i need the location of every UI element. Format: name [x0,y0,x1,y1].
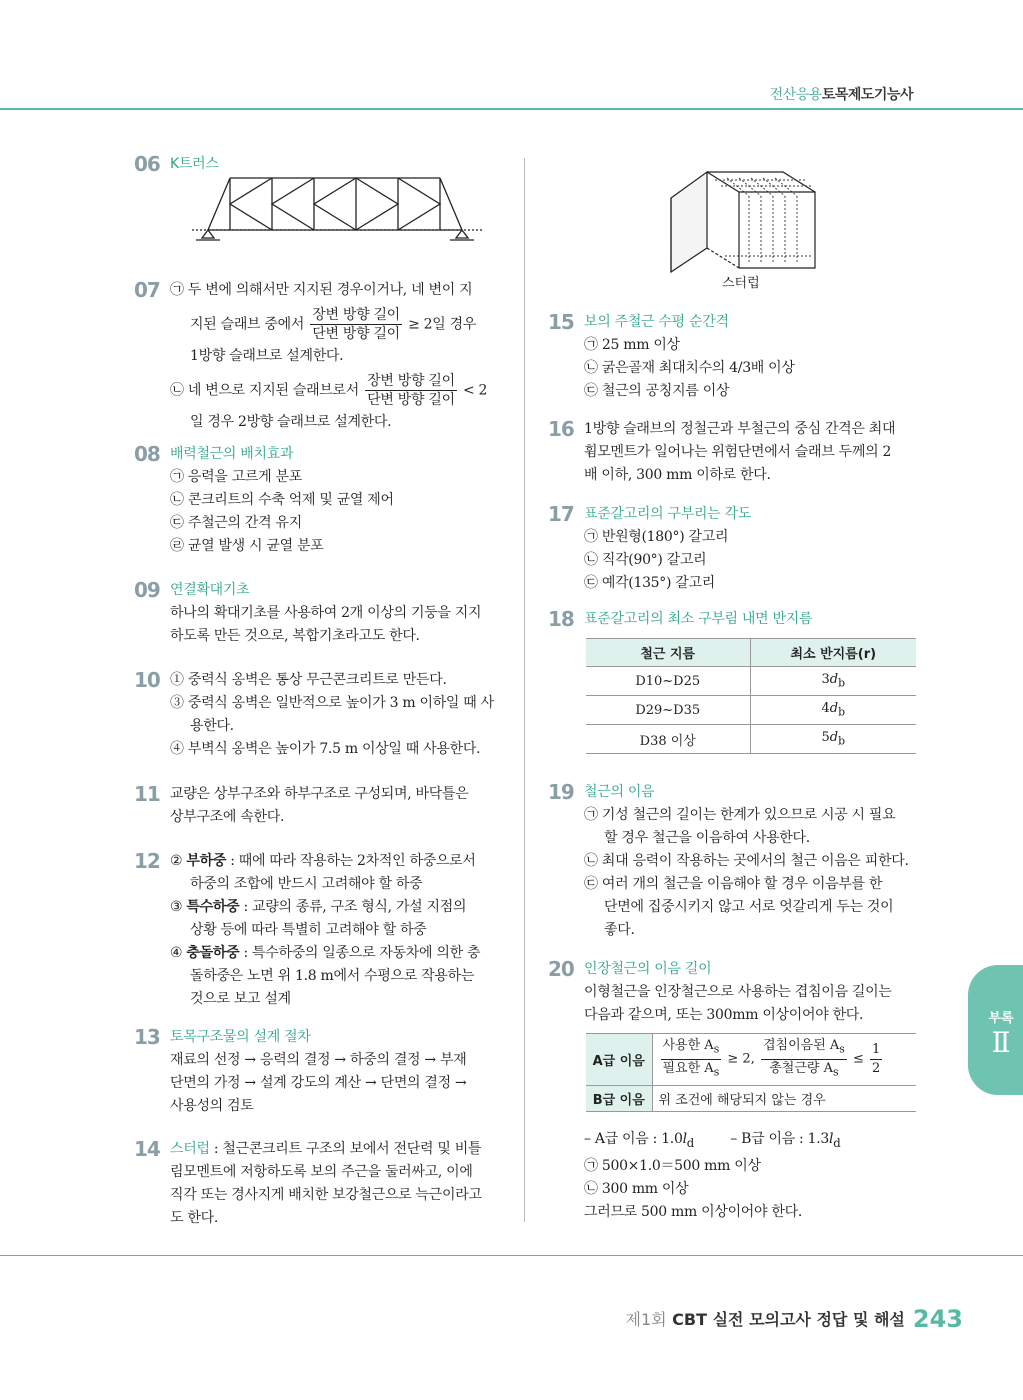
text-line: ㉢ 여러 개의 철근을 이음해야 할 경우 이음부를 한 [584,876,883,892]
text-span: – A급 이음 : 1.0 [584,1131,683,1147]
footer-prefix: 제1회 [625,1310,667,1329]
list-item: ㉢ 예각(135°) 갈고리 [584,575,715,591]
frac-denominator [661,1060,722,1082]
fraction-half [870,1041,882,1078]
question-number: 11 [134,782,160,806]
question-title: 표준갈고리의 구부리는 각도 [584,506,751,522]
question-title: 인장철근의 이음 길이 [584,961,712,977]
question-number: 16 [548,417,574,441]
class-a-condition [652,1034,916,1086]
text-line: 다음과 같으며, 또는 300mm 이상이어야 한다. [584,1007,864,1023]
frac-numerator: 장변 방향 길이 [367,373,455,389]
text-line: 1방향 슬래브로 설계한다. [190,348,344,364]
tab-label: 부록 [988,1011,1014,1026]
text-span: 필요한 A [662,1061,714,1076]
question-11 [134,783,514,829]
page-number: 243 [912,1305,963,1333]
question-08 [134,443,514,558]
text-span: ④ [170,945,187,961]
text-span: : 특수하중의 일종으로 자동차에 의한 충 [239,945,481,961]
q20-results [584,1128,944,1224]
subscript: b [838,676,846,690]
text-span: ≤ [853,1052,864,1067]
question-title: 철근의 이음 [584,784,655,800]
frac-denominator: 2 [872,1061,881,1076]
footer-rule [0,1255,1023,1256]
coef: 3 [821,672,830,688]
question-17 [548,503,928,595]
text-line: 림모멘트에 저항하도록 보의 주근을 둘러싸고, 이에 [170,1164,473,1180]
stirrup-label: 스터럽 [722,276,760,291]
appendix-tab[interactable] [968,965,1023,1095]
list-item: ㉠ 반원형(180°) 갈고리 [584,529,729,545]
text-line: 재료의 선정 → 응력의 결정 → 하중의 결정 → 부재 [170,1052,467,1068]
slab-ratio-fraction [365,372,457,409]
subscript: s [833,1065,839,1079]
text-line: 하나의 확대기초를 사용하여 2개 이상의 기둥을 지지 [170,605,482,621]
question-20 [548,958,928,1027]
table-cell [750,725,916,754]
question-number: 19 [548,780,574,804]
table-cell: D29~D35 [586,696,750,725]
text-line: 배 이하, 300 mm 이하로 한다. [584,467,771,483]
text-line: ㉡ 최대 응력이 작용하는 곳에서의 철근 이음은 피한다. [584,853,909,869]
term: 특수하중 [186,899,240,915]
frac-numerator [761,1037,847,1060]
subscript: s [713,1065,720,1079]
fraction-spliced-total [761,1037,847,1081]
question-title: 배력철근의 배치효과 [170,446,294,462]
table-cell: D10~D25 [586,667,750,696]
text-line: 직각 또는 경사지게 배치한 보강철근으로 늑근이라고 [170,1187,482,1203]
symbol: d [829,730,839,746]
subscript: b [838,734,846,748]
text-line: 용한다. [190,718,234,734]
running-footer [626,1305,964,1333]
question-number: 13 [134,1025,160,1049]
symbol: d [829,672,839,688]
question-number: 07 [134,278,160,302]
column-header: 철근 지름 [586,639,750,667]
list-item: ㉢ 철근의 공칭지름 이상 [584,383,730,399]
fraction-used-required [661,1037,722,1081]
list-item: ㉢ 주철근의 간격 유지 [170,515,302,531]
k-truss-diagram [190,172,485,248]
question-number: 20 [548,957,574,981]
question-title: 보의 주철근 수평 순간격 [584,314,729,330]
header-rule [0,108,1023,110]
text-line: 이형철근을 인장철근으로 사용하는 겹침이음 길이는 [584,984,892,1000]
text-line: ㉠ 기성 철근의 길이는 한계가 있으므로 시공 시 필요 [584,807,896,823]
text-line: 그러므로 500 mm 이상이어야 한다. [584,1203,802,1220]
text-span: : 때에 따라 작용하는 2차적인 하중으로서 [226,853,476,869]
text-line: 일 경우 2방향 슬래브로 설계한다. [190,414,392,430]
footer-title: CBT 실전 모의고사 정답 및 해설 [666,1310,905,1329]
question-number: 10 [134,668,160,692]
term: 부하중 [186,853,227,869]
text-span: 사용한 A [662,1038,714,1054]
splice-length-table [586,1033,916,1112]
text-span: < 2 [462,382,488,399]
subscript: d [686,1135,694,1150]
text-line: 휨모멘트가 일어나는 위험단면에서 슬래브 두께의 2 [584,444,892,460]
table-row [586,725,916,754]
list-item: ㉠ 응력을 고르게 분포 [170,469,302,485]
question-10 [134,669,514,761]
text-span: ㉡ 네 변으로 지지된 슬래브로서 [170,382,359,399]
text-line: 교량은 상부구조와 하부구조로 구성되며, 바닥틀은 [170,786,469,802]
table-cell: D38 이상 [586,725,750,754]
text-span: ≥ 2, [727,1052,755,1067]
coef: 5 [821,730,830,746]
subscript: b [838,705,846,719]
frac-numerator: 1 [870,1041,882,1060]
class-b-label: B급 이음 [586,1086,652,1112]
table-row [586,1034,916,1086]
frac-denominator [761,1060,847,1082]
bend-radius-table [586,638,916,754]
text-span: ② [170,853,187,869]
question-number: 18 [548,607,574,631]
question-15 [548,311,928,403]
text-line: 하도록 만든 것으로, 복합기초라고도 한다. [170,628,420,644]
subscript: s [713,1043,720,1056]
header-prefix: 전산응용 [769,87,822,103]
slab-ratio-fraction [310,306,402,343]
question-number: 08 [134,442,160,466]
running-header [770,84,913,104]
symbol: l [829,1131,834,1147]
question-13 [134,1026,514,1118]
text-line: 상황 등에 따라 특별히 고려해야 할 하중 [190,922,427,938]
question-09 [134,579,514,648]
table-row [586,667,916,696]
subscript: s [839,1043,845,1056]
question-title: 표준갈고리의 최소 구부림 내면 반지름 [584,611,813,627]
question-title: K트러스 [170,156,219,172]
text-line: 돌하중은 노면 위 1.8 m에서 수평으로 작용하는 [190,968,475,984]
text-line: 1방향 슬래브의 정철근과 부철근의 중심 간격은 최대 [584,421,896,437]
list-item: ㉡ 굵은골재 최대치수의 4/3배 이상 [584,360,795,376]
frac-denominator: 단변 방향 길이 [312,326,400,342]
text-span: 겹침이음된 A [762,1038,840,1054]
frac-numerator: 장변 방향 길이 [312,307,400,323]
question-18 [548,608,928,631]
text-line: 것으로 보고 설계 [190,991,291,1007]
text-span: 지된 슬래브 중에서 [190,316,305,333]
class-a-label: A급 이음 [586,1034,652,1086]
text-line: 할 경우 철근을 이음하여 사용한다. [604,830,810,846]
column-divider [524,158,525,1222]
text-line: 사용성의 검토 [170,1098,254,1114]
text-line: ㉠ 500×1.0＝500 mm 이상 [584,1157,761,1174]
question-19 [548,781,928,942]
text-line: 도 한다. [170,1210,218,1226]
question-title: 토목구조물의 설계 절차 [170,1029,311,1045]
column-header: 최소 반지름(r) [750,639,916,667]
tab-numeral: Ⅱ [991,1026,1011,1059]
text-line: ① 중력식 옹벽은 통상 무근콘크리트로 만든다. [170,672,447,688]
class-b-condition: 위 조건에 해당되지 않는 경우 [652,1086,916,1112]
table-cell [750,667,916,696]
table-row [586,696,916,725]
symbol: l [682,1131,687,1147]
question-07 [134,279,514,434]
frac-denominator: 단변 방향 길이 [367,392,455,408]
question-16 [548,418,928,487]
question-number: 06 [134,152,160,176]
text-span: ≥ 2일 경우 [408,316,477,333]
text-span: 총철근량 A [769,1061,834,1076]
coef: 4 [821,701,830,717]
text-line: 하중의 조합에 반드시 고려해야 할 하중 [190,876,423,892]
table-header-row [586,639,916,667]
text-span: : 철근콘크리트 구조의 보에서 전단력 및 비틀 [209,1141,482,1157]
frac-numerator [661,1037,722,1060]
text-span: – B급 이음 : 1.3 [730,1131,829,1147]
question-number: 09 [134,578,160,602]
term: 충돌하중 [186,945,240,961]
text-line: 좋다. [604,922,635,938]
question-number: 14 [134,1137,160,1161]
text-line: 단면에 집중시키지 않고 서로 엇갈리게 두는 것이 [604,899,894,915]
question-14 [134,1138,514,1230]
text-line: 상부구조에 속한다. [170,809,285,825]
symbol: d [829,701,839,717]
list-item: ㉡ 콘크리트의 수축 억제 및 균열 제어 [170,492,394,508]
subscript: d [833,1135,841,1150]
text-line: ㉠ 두 변에 의해서만 지지된 경우이거나, 네 변이 지 [170,282,473,298]
text-span: : 교량의 종류, 구조 형식, 가설 지점의 [239,899,467,915]
table-cell [750,696,916,725]
text-line: 단면의 가정 → 설계 강도의 계산 → 단면의 결정 → [170,1075,467,1091]
text-line: ③ 중력식 옹벽은 일반적으로 높이가 3 m 이하일 때 사 [170,695,494,711]
question-number: 12 [134,849,160,873]
stirrup-diagram [665,160,825,275]
question-12 [134,850,514,1011]
question-number: 17 [548,502,574,526]
list-item: ㉠ 25 mm 이상 [584,337,680,353]
list-item: ㉣ 균열 발생 시 균열 분포 [170,538,324,554]
question-title: 스터럽 [170,1141,210,1157]
text-line: ④ 부벽식 옹벽은 높이가 7.5 m 이상일 때 사용한다. [170,741,481,757]
question-title: 연결확대기초 [170,582,250,598]
table-row [586,1086,916,1112]
text-span: ③ [170,899,187,915]
text-line: ㉡ 300 mm 이상 [584,1180,689,1197]
header-title: 토목제도기능사 [821,87,913,103]
question-number: 15 [548,310,574,334]
list-item: ㉡ 직각(90°) 갈고리 [584,552,707,568]
